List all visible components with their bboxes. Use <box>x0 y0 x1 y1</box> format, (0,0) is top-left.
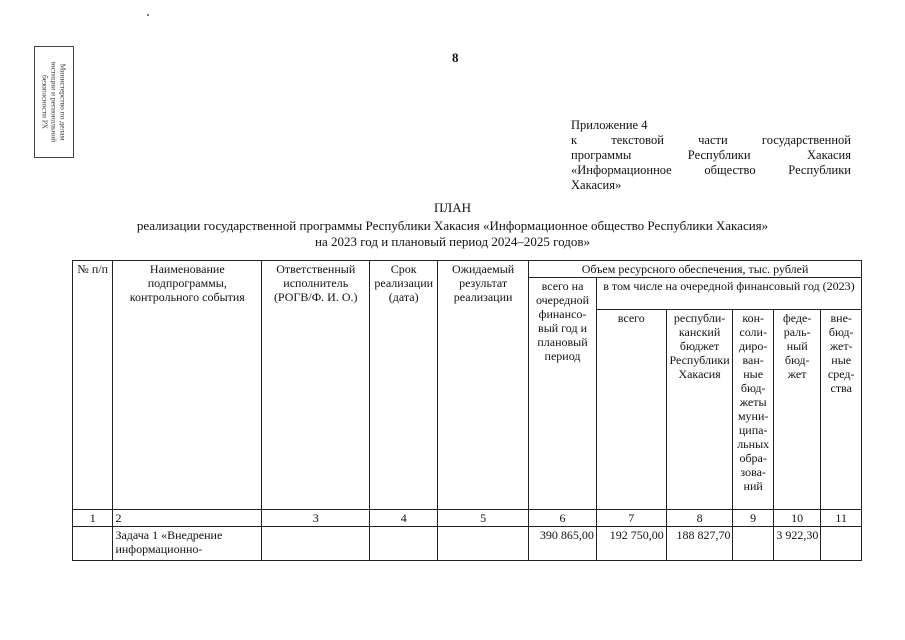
stamp-text <box>41 49 68 155</box>
stamp-line: Министерство по делам <box>58 63 68 141</box>
page-number: 8 <box>452 50 459 65</box>
appendix-note <box>571 118 851 193</box>
stamp-line: безопасности РХ <box>40 75 50 129</box>
header-municipal-budget: кон-соли-диро-ван-ные бюд-жеты муни-ципа-льных обра-зова-ний <box>733 310 773 510</box>
header-total-plan: всего на очередной финансо-вый год и плановый период <box>529 278 597 510</box>
row-municipal-budget <box>733 527 773 561</box>
header-num: № п/п <box>73 261 113 510</box>
appendix-line: Хакасия» <box>571 178 622 192</box>
row-republic-budget: 188 827,70 <box>666 527 733 561</box>
column-number: 6 <box>529 510 597 527</box>
column-number-row <box>73 510 862 527</box>
column-number: 2 <box>113 510 262 527</box>
appendix-line: к текстовой части государственной <box>571 133 851 147</box>
header-current-year: в том числе на очередной финансовый год (2023) <box>596 278 861 310</box>
row-offbudget <box>821 527 862 561</box>
column-number: 4 <box>370 510 438 527</box>
row-federal-budget: 3 922,30 <box>773 527 821 561</box>
document-title: ПЛАН <box>434 200 471 215</box>
row-term <box>370 527 438 561</box>
header-name: Наименование подпрограммы, контрольного события <box>113 261 262 510</box>
header-offbudget: вне-бюд-жет-ные сред-ства <box>821 310 862 510</box>
scan-speck <box>147 14 149 16</box>
row-total-year: 192 750,00 <box>596 527 666 561</box>
column-number: 8 <box>666 510 733 527</box>
row-result <box>438 527 529 561</box>
column-number: 9 <box>733 510 773 527</box>
plan-table <box>72 260 862 561</box>
column-number: 11 <box>821 510 862 527</box>
header-republic-budget: республи-канский бюджет Республики Хакасия <box>666 310 733 510</box>
stamp-line: юстиции и региональной <box>49 61 59 143</box>
column-number: 10 <box>773 510 821 527</box>
appendix-line: Приложение 4 <box>571 118 648 132</box>
row-executor <box>262 527 370 561</box>
header-row <box>73 261 862 278</box>
registration-stamp <box>34 46 74 158</box>
column-number: 1 <box>73 510 113 527</box>
header-federal-budget: феде-раль-ный бюд-жет <box>773 310 821 510</box>
column-number: 7 <box>596 510 666 527</box>
document-subtitle: реализации государственной программы Республики Хакасия «Информационное общество Республики Хакасия» <box>136 218 769 233</box>
appendix-line: программы Республики Хакасия <box>571 148 851 162</box>
row-num <box>73 527 113 561</box>
row-total-plan: 390 865,00 <box>529 527 597 561</box>
header-total-year: всего <box>596 310 666 510</box>
header-resources: Объем ресурсного обеспечения, тыс. рублей <box>529 261 862 278</box>
header-result: Ожидаемый результат реализации <box>438 261 529 510</box>
header-executor: Ответственный исполнитель (РОГВ/Ф. И. О.) <box>262 261 370 510</box>
document-subtitle-period: на 2023 год и плановый период 2024–2025 годов» <box>315 234 590 249</box>
header-term: Срок реализации (дата) <box>370 261 438 510</box>
column-number: 5 <box>438 510 529 527</box>
row-name: Задача 1 «Внедрение информационно- <box>113 527 262 561</box>
table-row <box>73 527 862 561</box>
appendix-line: «Информационное общество Республики <box>571 163 851 177</box>
column-number: 3 <box>262 510 370 527</box>
